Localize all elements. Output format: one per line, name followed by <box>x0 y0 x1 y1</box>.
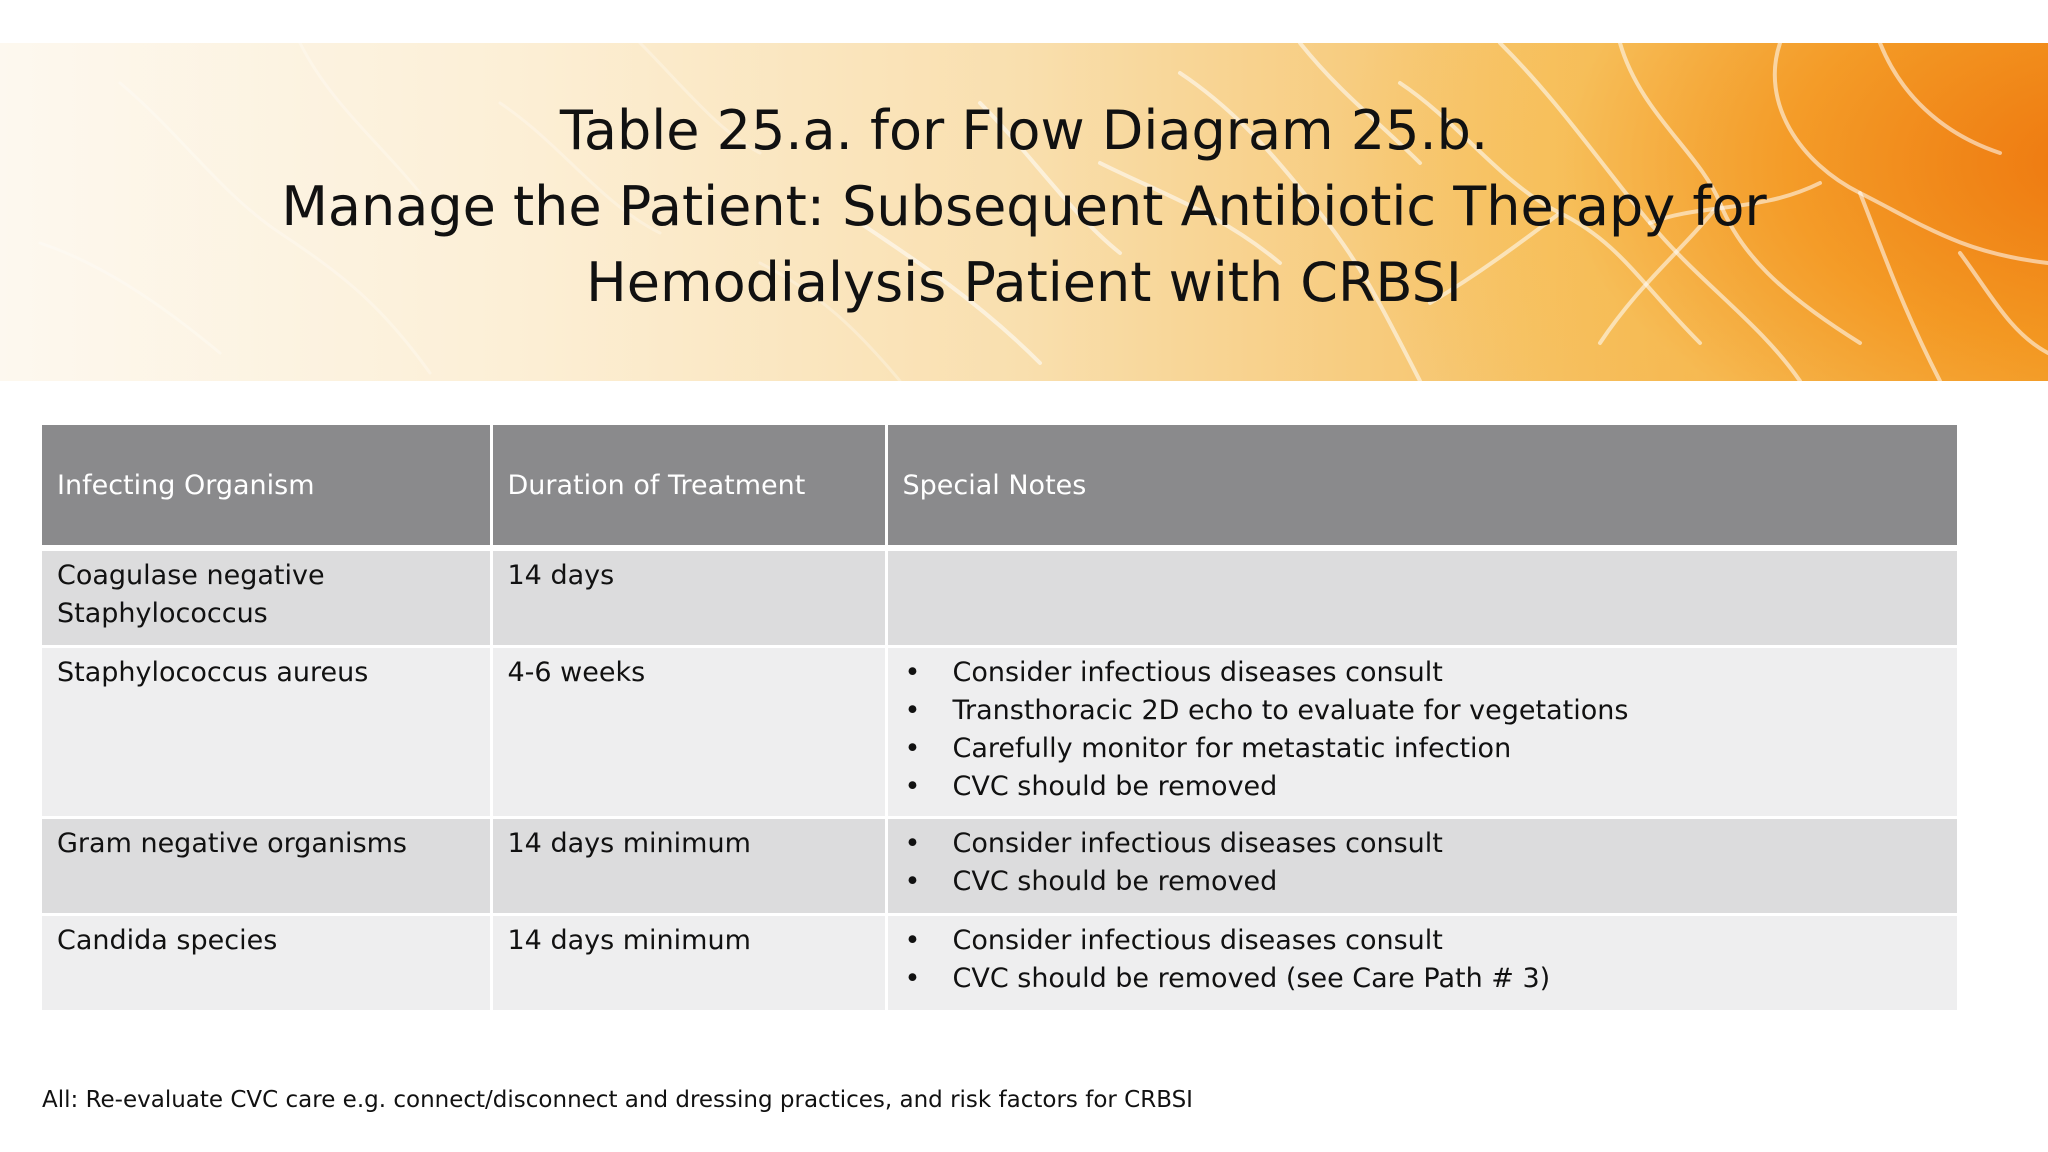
note-text: CVC should be removed (see Care Path # 3) <box>952 963 1551 994</box>
table-row <box>42 647 1957 818</box>
note-item <box>903 960 1943 998</box>
notes-cell <box>886 647 1957 818</box>
organism-cell: Gram negative organisms <box>42 818 491 915</box>
note-text: Carefully monitor for metastatic infection <box>952 733 1512 764</box>
note-text: CVC should be removed <box>952 866 1278 897</box>
header-infecting-organism: Infecting Organism <box>42 425 491 548</box>
notes-cell <box>886 548 1957 647</box>
note-text: Consider infectious diseases consult <box>952 828 1443 859</box>
title-line-3: Hemodialysis Patient with CRBSI <box>586 251 1462 314</box>
note-text: Consider infectious diseases consult <box>952 657 1443 688</box>
bullet-icon: • <box>904 925 921 956</box>
bullet-icon: • <box>904 866 921 897</box>
title-line-1: Table 25.a. for Flow Diagram 25.b. <box>559 99 1489 162</box>
bullet-icon: • <box>904 771 921 802</box>
notes-list <box>903 922 1943 998</box>
note-item <box>903 768 1943 806</box>
note-item <box>903 825 1943 863</box>
header-special-notes: Special Notes <box>886 425 1957 548</box>
duration-cell: 14 days minimum <box>491 915 886 1012</box>
title-line-2: Manage the Patient: Subsequent Antibiotic Therapy for <box>281 175 1767 238</box>
note-item <box>903 863 1943 901</box>
bullet-icon: • <box>904 733 921 764</box>
duration-cell: 4-6 weeks <box>491 647 886 818</box>
note-text: Transthoracic 2D echo to evaluate for vegetations <box>952 695 1629 726</box>
footer-note: All: Re-evaluate CVC care e.g. connect/disconnect and dressing practices, and risk factors for CRBSI <box>42 1087 1193 1113</box>
table-row <box>42 915 1957 1012</box>
organism-cell: Staphylococcus aureus <box>42 647 491 818</box>
notes-cell <box>886 818 1957 915</box>
table-row <box>42 818 1957 915</box>
note-item <box>903 730 1943 768</box>
notes-list <box>903 825 1943 901</box>
note-item <box>903 692 1943 730</box>
duration-cell: 14 days minimum <box>491 818 886 915</box>
slide-title <box>0 93 2048 321</box>
bullet-icon: • <box>904 695 921 726</box>
note-text: CVC should be removed <box>952 771 1278 802</box>
organism-cell <box>42 548 491 647</box>
table-row <box>42 548 1957 647</box>
bullet-icon: • <box>904 828 921 859</box>
note-text: Consider infectious diseases consult <box>952 925 1443 956</box>
table-header-row <box>42 425 1957 548</box>
notes-list <box>903 654 1943 806</box>
bullet-icon: • <box>904 963 921 994</box>
note-item <box>903 922 1943 960</box>
organism-cell: Candida species <box>42 915 491 1012</box>
title-banner <box>0 43 2048 381</box>
duration-cell: 14 days <box>491 548 886 647</box>
organism-name-line-1: Coagulase negative <box>57 560 325 591</box>
header-duration-of-treatment: Duration of Treatment <box>491 425 886 548</box>
bullet-icon: • <box>904 657 921 688</box>
antibiotic-therapy-table <box>42 425 1957 1013</box>
notes-cell <box>886 915 1957 1012</box>
organism-name-line-2: Staphylococcus <box>57 598 268 629</box>
note-item <box>903 654 1943 692</box>
